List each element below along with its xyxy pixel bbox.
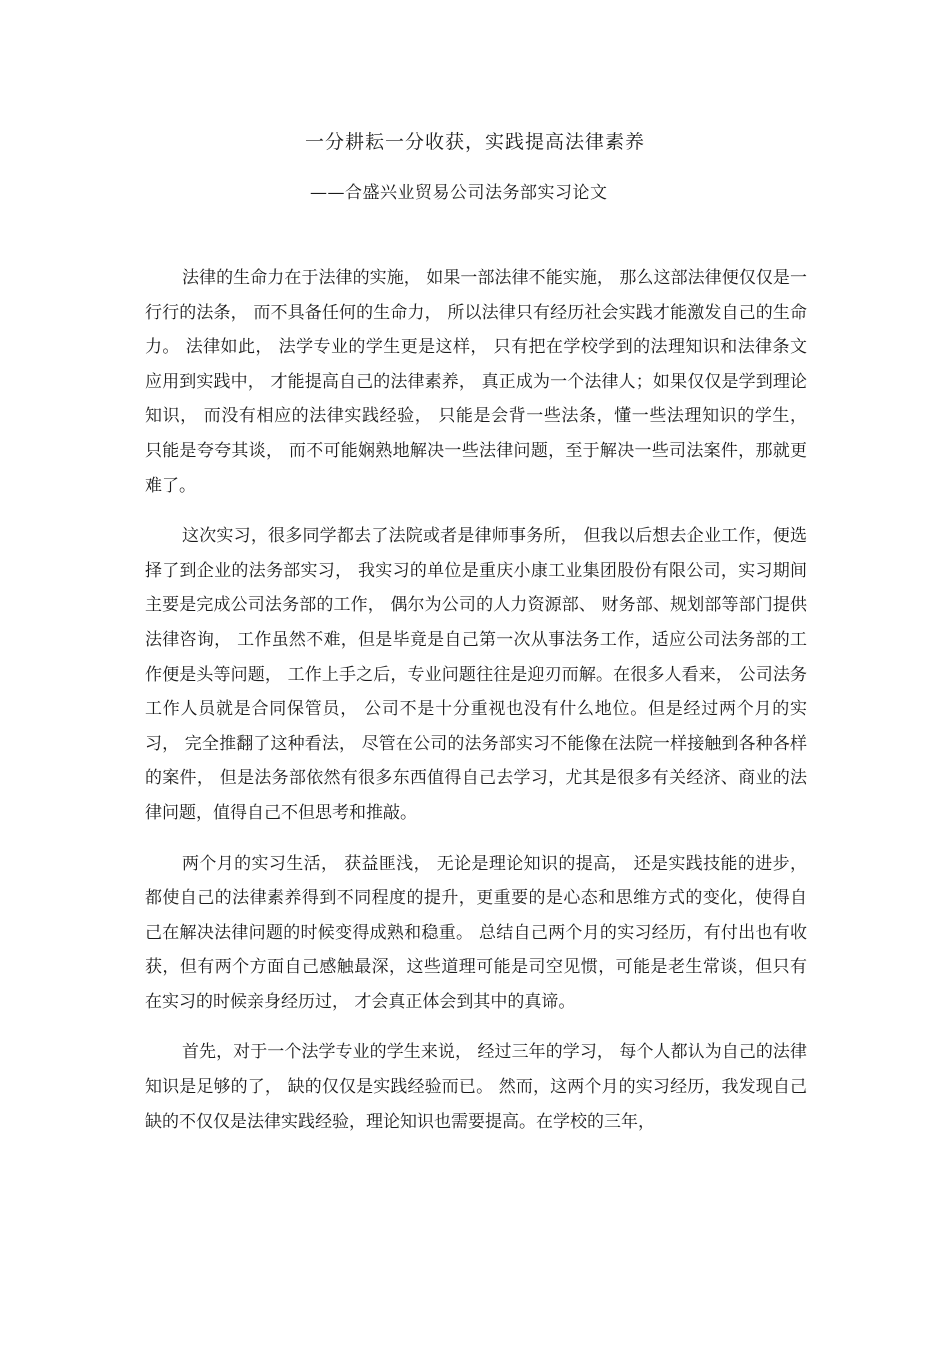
document-body: [145, 261, 807, 1155]
document-title: 一分耕耘一分收获，实践提高法律素养: [304, 131, 645, 153]
paragraph: 这次实习，很多同学都去了法院或者是律师事务所， 但我以后想去企业工作，便选择了到企业的法务部实习， 我实习的单位是重庆小康工业集团股份有限公司，实习期间主要是完成公司法务部的工作， 偶尔为公司的人力资源部、 财务部、规划部等部门提供法律咨询， 工作虽然不难，但是毕竟是自己第一次从事法务工作，适应公司法务部的工作便是头等问题， 工作上手之后，专业问题往往是迎刃而解。在很多人看来， 公司法务工作人员就是合同保管员， 公司不是十分重视也没有什么地位。但是经过两个月的实习， 完全推翻了这种看法， 尽管在公司的法务部实习不能像在法院一样接触到各种各样的案件， 但是法务部依然有很多东西值得自己去学习，尤其是很多有关经济、商业的法律问题，值得自己不但思考和推敲。: [145, 526, 807, 823]
paragraph: 两个月的实习生活， 获益匪浅， 无论是理论知识的提高， 还是实践技能的进步，都使自己的法律素养得到不同程度的提升，更重要的是心态和思维方式的变化，使得自己在解决法律问题的时候变得成熟和稳重。 总结自己两个月的实习经历，有付出也有收获，但有两个方面自己感触最深，这些道理可能是司空见惯，可能是老生常谈，但只有在实习的时候亲身经历过， 才会真正体会到其中的真谛。: [145, 853, 807, 1012]
paragraph: 首先，对于一个法学专业的学生来说， 经过三年的学习， 每个人都认为自己的法律知识是足够的了， 缺的仅仅是实践经验而已。 然而，这两个月的实习经历，我发现自己缺的不仅仅是法律实践经验，理论知识也需要提高。在学校的三年，: [145, 1042, 807, 1132]
paragraph: 法律的生命力在于法律的实施， 如果一部法律不能实施， 那么这部法律便仅仅是一行行的法条， 而不具备任何的生命力， 所以法律只有经历社会实践才能激发自己的生命力。 法律如此， 法学专业的学生更是这样， 只有把在学校学到的法理知识和法律条文应用到实践中， 才能提高自己的法律素养， 真正成为一个法律人；如果仅仅是学到理论知识， 而没有相应的法律实践经验， 只能是会背一些法条，懂一些法理知识的学生， 只能是夸夸其谈， 而不可能娴熟地解决一些法律问题，至于解决一些司法案件，那就更难了。: [145, 268, 807, 496]
document-subtitle: ——合盛兴业贸易公司法务部实习论文: [310, 183, 608, 203]
